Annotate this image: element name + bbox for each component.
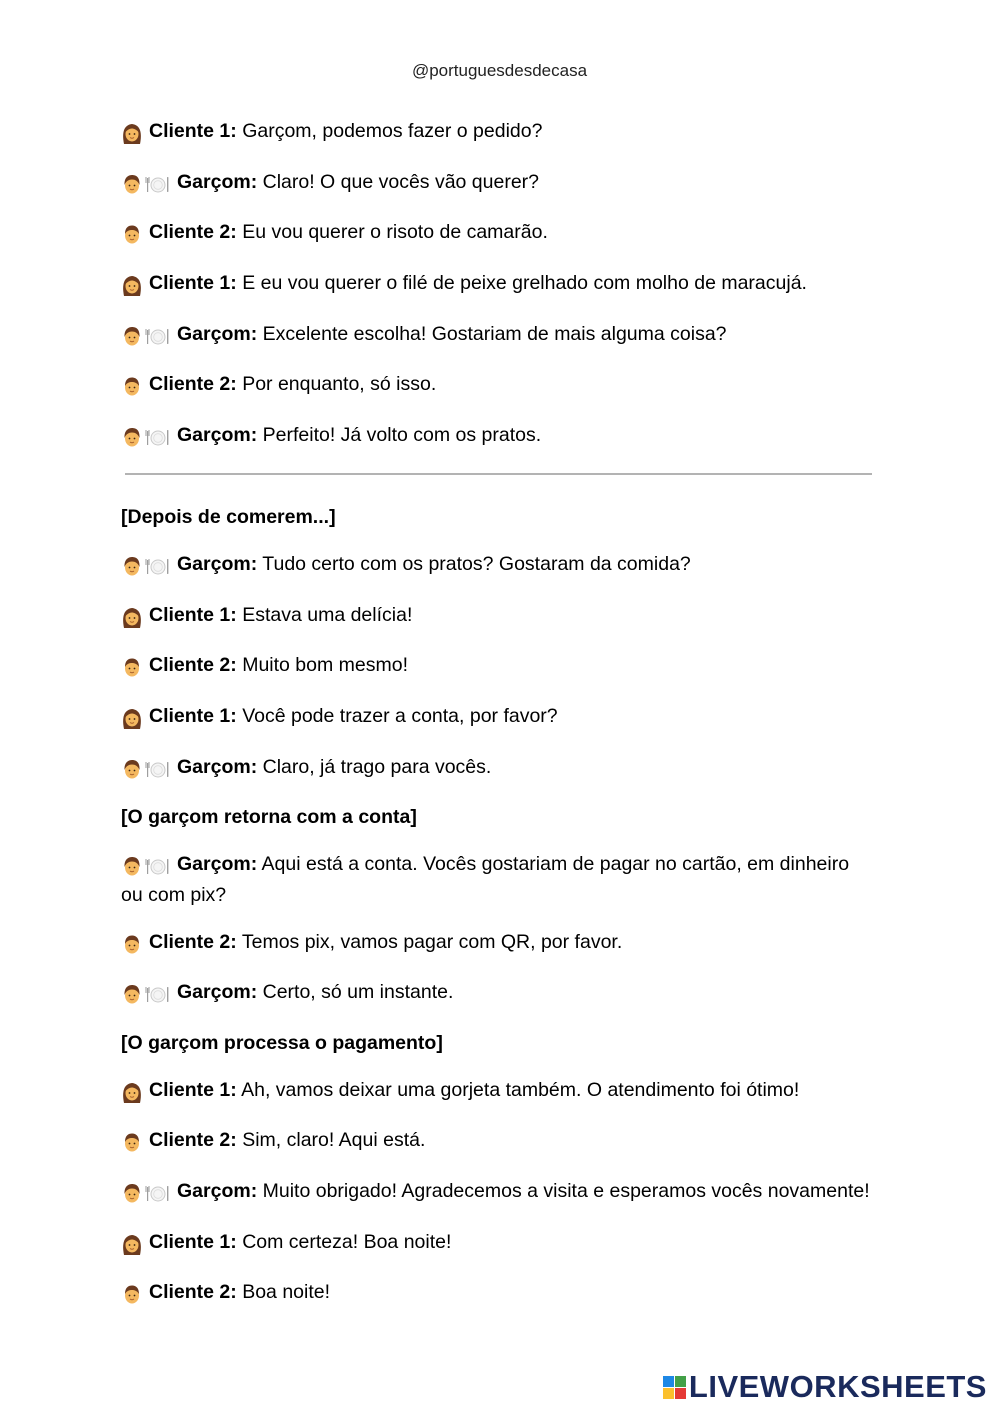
speaker-label: Garçom: bbox=[177, 981, 258, 1004]
logo-block bbox=[663, 1376, 674, 1387]
speaker-label: Cliente 2: bbox=[149, 930, 237, 953]
dialogue-text: Claro! O que vocês vão querer? bbox=[262, 170, 540, 193]
dialogue-text: Garçom, podemos fazer o pedido? bbox=[242, 120, 543, 142]
dialogue-line bbox=[121, 754, 873, 785]
dialogue-line bbox=[121, 169, 873, 200]
dialogue-line bbox=[121, 929, 873, 960]
dialogue-line bbox=[121, 1077, 873, 1108]
dialogue-text: E eu vou querer o filé de peixe grelhado com molho de maracujá. bbox=[242, 272, 807, 295]
dialogue-line bbox=[121, 371, 873, 402]
dialogue-line bbox=[121, 602, 873, 633]
speaker-label: Garçom: bbox=[177, 322, 258, 345]
dialogue-text: Por enquanto, só isso. bbox=[242, 373, 437, 396]
waiter-plate-icon bbox=[121, 426, 171, 453]
speaker-label: Cliente 1: bbox=[149, 1230, 237, 1253]
woman-icon bbox=[121, 122, 143, 149]
logo-wordmark: LIVEWORKSHEETS bbox=[688, 1369, 987, 1404]
speaker-label: Cliente 1: bbox=[149, 120, 237, 142]
dialogue-text: Certo, só um instante. bbox=[262, 981, 454, 1004]
man-icon bbox=[121, 933, 143, 960]
dialogue-text: Aqui está a conta. Vocês gostariam de pagar no cartão, em dinheiro ou com pix? bbox=[121, 852, 850, 906]
waiter-plate-icon bbox=[121, 758, 171, 785]
waiter-plate-icon bbox=[121, 983, 171, 1010]
dialogue-text: Sim, claro! Aqui está. bbox=[242, 1129, 426, 1152]
dialogue-line bbox=[121, 422, 873, 453]
waiter-plate-icon bbox=[121, 173, 171, 200]
dialogue-text: Eu vou querer o risoto de camarão. bbox=[242, 221, 548, 244]
dialogue-line bbox=[121, 1229, 873, 1260]
speaker-label: Garçom: bbox=[177, 424, 258, 447]
waiter-plate-icon bbox=[121, 555, 171, 582]
dialogue-part-1 bbox=[121, 118, 873, 453]
dialogue-line bbox=[121, 1127, 873, 1158]
dialogue-line bbox=[121, 551, 873, 582]
dialogue-text: Tudo certo com os pratos? Gostaram da comida? bbox=[262, 552, 691, 575]
man-icon bbox=[121, 1283, 143, 1310]
section-divider bbox=[125, 473, 872, 475]
dialogue-text: Boa noite! bbox=[242, 1281, 331, 1304]
speaker-label: Garçom: bbox=[177, 755, 258, 778]
stage-direction: [O garçom processa o pagamento] bbox=[121, 1032, 443, 1054]
woman-icon bbox=[121, 606, 143, 633]
man-icon bbox=[121, 375, 143, 402]
dialogue-line bbox=[121, 270, 873, 301]
dialogue-line bbox=[121, 979, 873, 1010]
speaker-label: Garçom: bbox=[177, 170, 258, 193]
dialogue-text: Muito bom mesmo! bbox=[242, 654, 409, 677]
dialogue-part-2 bbox=[121, 504, 873, 1310]
speaker-label: Garçom: bbox=[177, 552, 258, 575]
dialogue-line bbox=[121, 1178, 873, 1209]
man-icon bbox=[121, 223, 143, 250]
stage-direction: [Depois de comerem...] bbox=[121, 506, 336, 529]
waiter-plate-icon bbox=[121, 325, 171, 352]
dialogue-text: Temos pix, vamos pagar com QR, por favor. bbox=[241, 930, 623, 953]
dialogue-text: Claro, já trago para vocês. bbox=[262, 755, 492, 778]
waiter-plate-icon bbox=[121, 855, 171, 882]
speaker-label: Cliente 2: bbox=[149, 221, 237, 244]
speaker-label: Cliente 2: bbox=[149, 1281, 237, 1304]
speaker-label: Cliente 2: bbox=[149, 654, 237, 677]
dialogue-line bbox=[121, 652, 873, 683]
dialogue-text: Excelente escolha! Gostariam de mais alguma coisa? bbox=[262, 322, 727, 345]
dialogue-line bbox=[121, 219, 873, 250]
stage-direction: [O garçom retorna com a conta] bbox=[121, 806, 417, 829]
speaker-label: Garçom: bbox=[177, 852, 258, 875]
dialogue-text: Estava uma delícia! bbox=[242, 603, 413, 626]
speaker-label: Cliente 1: bbox=[149, 603, 237, 626]
man-icon bbox=[121, 656, 143, 683]
dialogue-line bbox=[121, 703, 873, 734]
speaker-label: Cliente 1: bbox=[149, 1078, 237, 1101]
dialogue-text: Você pode trazer a conta, por favor? bbox=[242, 704, 558, 727]
dialogue-line bbox=[121, 1279, 873, 1310]
waiter-plate-icon bbox=[121, 1182, 171, 1209]
speaker-label: Cliente 1: bbox=[149, 704, 237, 727]
dialogue bbox=[121, 118, 873, 1330]
logo-block bbox=[663, 1388, 674, 1399]
logo-block bbox=[675, 1388, 686, 1399]
logo-blocks-icon bbox=[663, 1376, 686, 1399]
speaker-label: Garçom: bbox=[177, 1180, 258, 1203]
dialogue-text: Com certeza! Boa noite! bbox=[242, 1230, 452, 1253]
dialogue-line bbox=[121, 851, 873, 909]
dialogue-text: Perfeito! Já volto com os pratos. bbox=[262, 424, 542, 447]
dialogue-text: Muito obrigado! Agradecemos a visita e esperamos vocês novamente! bbox=[262, 1180, 870, 1203]
woman-icon bbox=[121, 707, 143, 734]
dialogue-line bbox=[121, 118, 873, 149]
woman-icon bbox=[121, 1233, 143, 1260]
speaker-label: Cliente 1: bbox=[149, 272, 237, 295]
woman-icon bbox=[121, 1081, 143, 1108]
speaker-label: Cliente 2: bbox=[149, 373, 237, 396]
page-header-handle: @portuguesdesdecasa bbox=[411, 61, 588, 80]
dialogue-line bbox=[121, 321, 873, 352]
logo-block bbox=[675, 1376, 686, 1387]
liveworksheets-logo[interactable] bbox=[663, 1370, 987, 1404]
woman-icon bbox=[121, 274, 143, 301]
dialogue-text: Ah, vamos deixar uma gorjeta também. O atendimento foi ótimo! bbox=[241, 1078, 800, 1101]
man-icon bbox=[121, 1131, 143, 1158]
speaker-label: Cliente 2: bbox=[149, 1129, 237, 1152]
